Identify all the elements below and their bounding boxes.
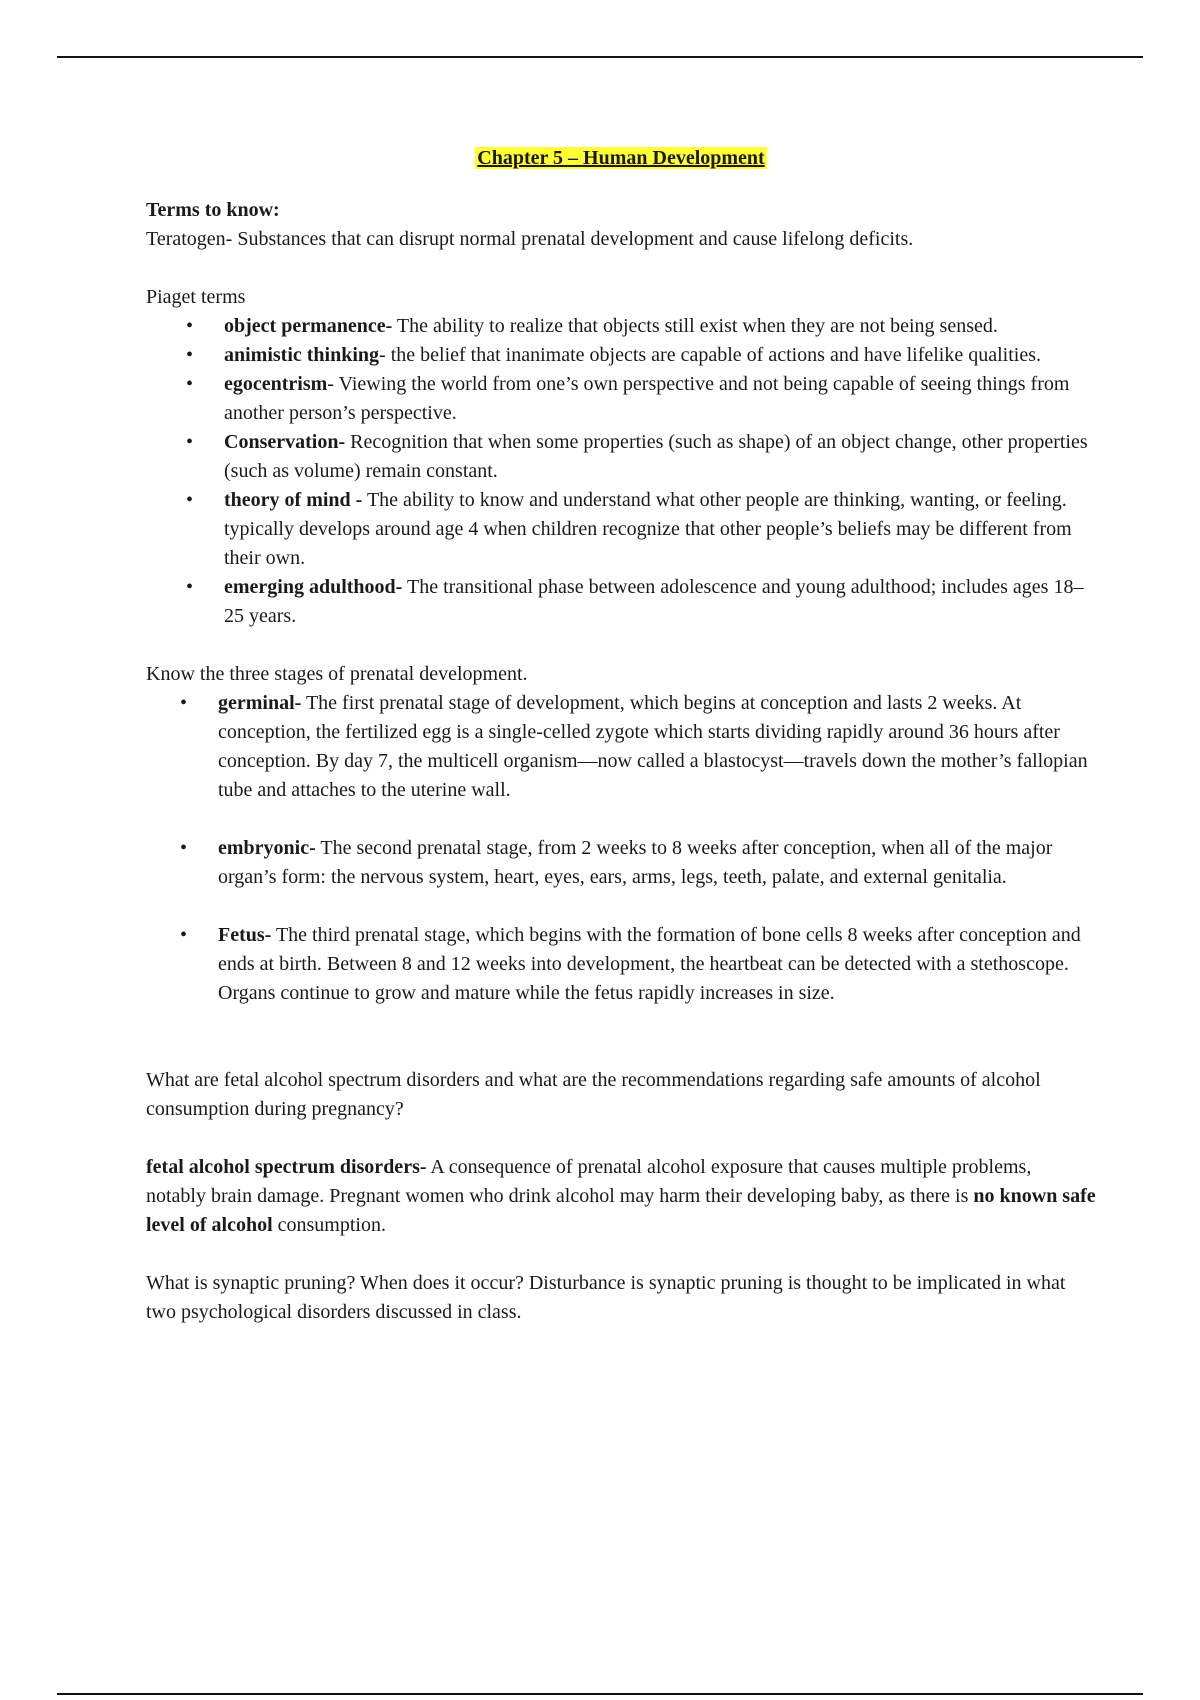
list-item: • egocentrism- Viewing the world from one’s own perspective and not being capable of seeing things from another person’s perspective. <box>146 370 1096 428</box>
top-rule <box>57 56 1143 58</box>
page-title: Chapter 5 – Human Development <box>477 147 765 169</box>
list-item: • germinal- The first prenatal stage of development, which begins at conception and lasts 2 weeks. At conception, the fertilized egg is a single-celled zygote which starts dividing rapidly around 36 hours after conception. By day 7, the multicell organism—now called a blastocyst—travels down the mother’s fallopian tube and attaches to the uterine wall. <box>146 689 1096 805</box>
document-body <box>146 141 1096 1327</box>
terms-heading: Terms to know: <box>146 199 280 221</box>
prenatal-stages-list <box>146 689 1096 1008</box>
list-item: • object permanence- The ability to realize that objects still exist when they are not being sensed. <box>146 312 1096 341</box>
teratogen-definition: Teratogen- Substances that can disrupt normal prenatal development and cause lifelong deficits. <box>146 228 914 250</box>
piaget-heading: Piaget terms <box>146 286 246 308</box>
list-item: • Conservation- Recognition that when some properties (such as shape) of an object change, other properties (such as volume) remain constant. <box>146 428 1096 486</box>
list-item: • Fetus- The third prenatal stage, which begins with the formation of bone cells 8 weeks after conception and ends at birth. Between 8 and 12 weeks into development, the heartbeat can be detected with a stethoscope. Organs continue to grow and mature while the fetus rapidly increases in size. <box>146 921 1096 1008</box>
list-item: • theory of mind - The ability to know and understand what other people are thinking, wanting, or feeling. typically develops around age 4 when children recognize that other people’s beliefs may be different from their own. <box>146 486 1096 573</box>
prenatal-heading: Know the three stages of prenatal development. <box>146 663 528 685</box>
list-item: • animistic thinking- the belief that inanimate objects are capable of actions and have lifelike qualities. <box>146 341 1096 370</box>
bottom-rule <box>57 1693 1143 1695</box>
list-item: • emerging adulthood- The transitional phase between adolescence and young adulthood; includes ages 18–25 years. <box>146 573 1096 631</box>
synaptic-pruning-question: What is synaptic pruning? When does it occur? Disturbance is synaptic pruning is thought to be implicated in what two psychological disorders discussed in class. <box>146 1272 1066 1323</box>
list-item: • embryonic- The second prenatal stage, from 2 weeks to 8 weeks after conception, when all of the major organ’s form: the nervous system, heart, eyes, ears, arms, legs, teeth, palate, and external genitalia. <box>146 834 1096 892</box>
fasd-answer: fetal alcohol spectrum disorders- A consequence of prenatal alcohol exposure that causes multiple problems, notably brain damage. Pregnant women who drink alcohol may harm their developing baby, as there is no known safe level of alcohol consumption. <box>146 1156 1096 1236</box>
fasd-question: What are fetal alcohol spectrum disorders and what are the recommendations regarding safe amounts of alcohol consumption during pregnancy? <box>146 1069 1041 1120</box>
piaget-terms-list <box>146 312 1096 631</box>
